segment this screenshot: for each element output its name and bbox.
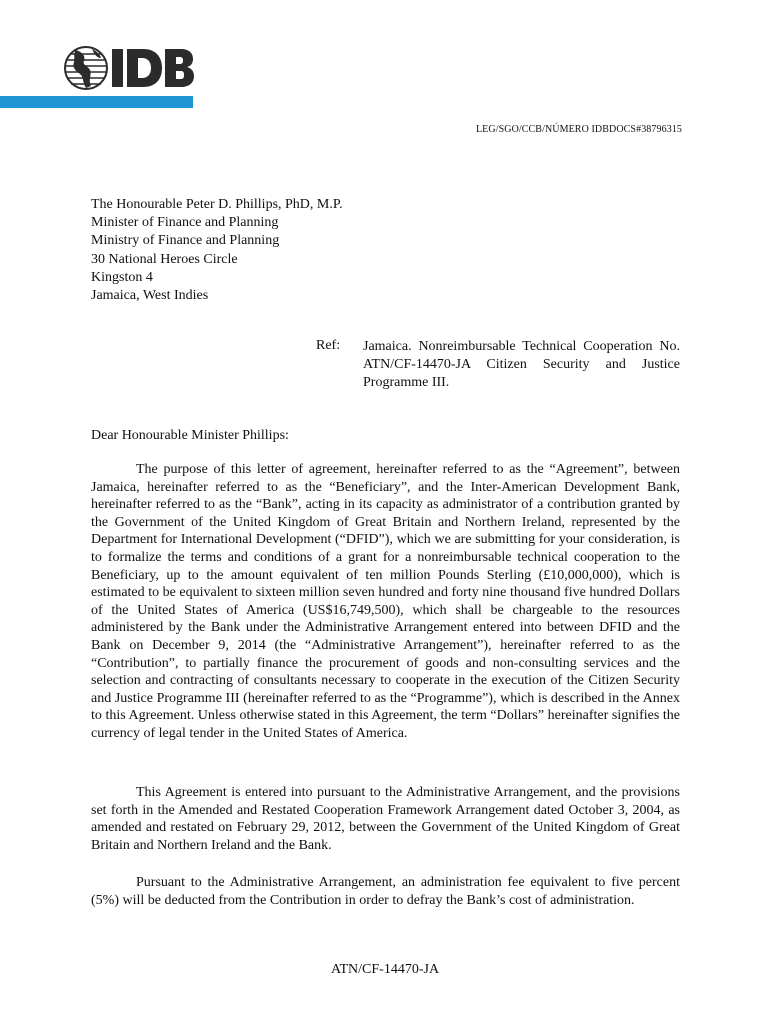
idb-logo — [64, 44, 194, 92]
document-reference-number: LEG/SGO/CCB/NÚMERO IDBDOCS#38796315 — [475, 124, 682, 135]
address-line: Kingston 4 — [91, 269, 153, 285]
globe-icon — [65, 47, 107, 89]
reference-label: Ref: — [316, 338, 341, 353]
body-paragraph-admin-fee: Pursuant to the Administrative Arrangement, an administration fee equivalent to five percent (5%) will be deducted from the Contribution in order to defray the Bank’s cost of administration. — [91, 875, 680, 908]
address-line: 30 National Heroes Circle — [91, 251, 238, 267]
body-paragraph-framework: This Agreement is entered into pursuant to the Administrative Arrangement, and the provisions set forth in the Amended and Restated Cooperation Framework Arrangement dated October 3, 2004, as amended and restated on February 29, 2012, between the Government of the United Kingdom of Great Britain and Northern Ireland and the Bank. — [91, 785, 680, 853]
address-line: The Honourable Peter D. Phillips, PhD, M.P. — [91, 197, 343, 212]
address-line: Jamaica, West Indies — [91, 288, 209, 304]
address-line: Ministry of Finance and Planning — [91, 233, 280, 249]
recipient-address — [91, 196, 343, 305]
footer-document-number: ATN/CF-14470-JA — [330, 962, 440, 977]
idb-logo-mark — [64, 44, 194, 92]
logo-accent-bar — [0, 96, 193, 108]
body-paragraph-purpose: The purpose of this letter of agreement, hereinafter referred to as the “Agreement”, between Jamaica, hereinafter referred to as the “Beneficiary”, and the Inter-American Development Bank, hereinafter referred to as the “Bank”, acting in its capacity as administrator of a contribution granted by the Government of the United Kingdom of Great Britain and Northern Ireland, represented by the Department for International Development (“DFID”), which we are submitting for your consideration, is to formalize the terms and conditions of a grant for a nonreimbursable technical cooperation to the Beneficiary, up to the amount equivalent of ten million Pounds Sterling (£10,000,000), which is estimated to be equivalent to sixteen million seven hundred and forty nine thousand five hundred Dollars of the United States of America (US$16,749,500), which shall be chargeable to the resources administered by the Bank under the Administrative Arrangement entered into between DFID and the Bank on December 9, 2014 (the “Administrative Arrangement”), hereinafter referred to as the “Contribution”, to partially finance the procurement of goods and non-consulting services and the selection and contracting of consultants necessary to cooperate in the execution of the Citizen Security and Justice Programme III (hereinafter referred to as the “Programme”), which is described in the Annex to this Agreement. Unless otherwise stated in this Agreement, the term “Dollars” hereinafter signifies the currency of legal tender in the United States of America. — [91, 462, 680, 741]
salutation: Dear Honourable Minister Phillips: — [91, 428, 289, 443]
reference-text: Jamaica. Nonreimbursable Technical Cooperation No. ATN/CF-14470-JA Citizen Security and Justice Programme III. — [363, 339, 680, 390]
address-line: Minister of Finance and Planning — [91, 215, 279, 231]
